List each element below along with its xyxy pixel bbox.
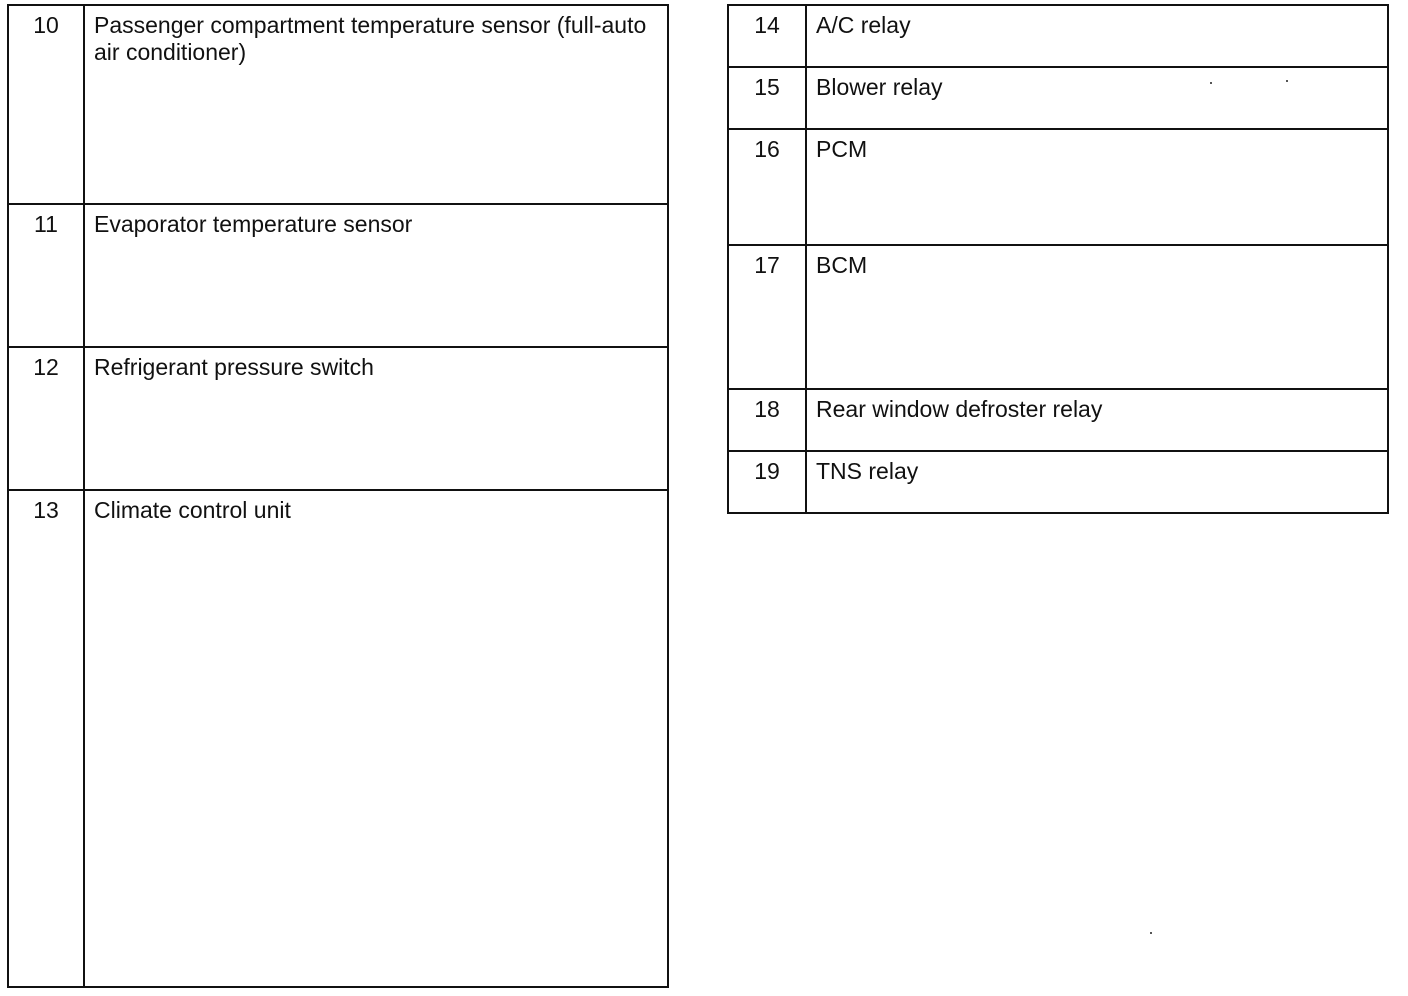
table-row: [728, 67, 1388, 129]
component-number: 19: [728, 451, 806, 513]
component-description: Evaporator temperature sensor: [84, 204, 668, 347]
scan-speck: [1210, 82, 1212, 84]
scan-speck: [1150, 932, 1152, 934]
component-description: A/C relay: [806, 5, 1388, 67]
component-description: Climate control unit: [84, 490, 668, 987]
table-row: [728, 129, 1388, 245]
table-row: [8, 204, 668, 347]
component-legend-table-left: [7, 4, 669, 988]
component-description: Refrigerant pressure switch: [84, 347, 668, 490]
component-number: 12: [8, 347, 84, 490]
component-description: Rear window defroster relay: [806, 389, 1388, 451]
table-row: [8, 490, 668, 987]
component-number: 11: [8, 204, 84, 347]
component-number: 10: [8, 5, 84, 204]
table-row: [728, 245, 1388, 389]
component-number: 13: [8, 490, 84, 987]
table-row: [728, 5, 1388, 67]
component-description: Passenger compartment temperature sensor (full-auto air conditioner): [84, 5, 668, 204]
component-description: PCM: [806, 129, 1388, 245]
component-number: 15: [728, 67, 806, 129]
component-number: 16: [728, 129, 806, 245]
component-description: Blower relay: [806, 67, 1388, 129]
component-number: 18: [728, 389, 806, 451]
component-legend-table-right: [727, 4, 1389, 514]
scan-speck: [1286, 80, 1288, 82]
component-number: 17: [728, 245, 806, 389]
table-row: [728, 389, 1388, 451]
component-description: BCM: [806, 245, 1388, 389]
component-number: 14: [728, 5, 806, 67]
table-row: [728, 451, 1388, 513]
table-row: [8, 5, 668, 204]
component-description: TNS relay: [806, 451, 1388, 513]
table-row: [8, 347, 668, 490]
